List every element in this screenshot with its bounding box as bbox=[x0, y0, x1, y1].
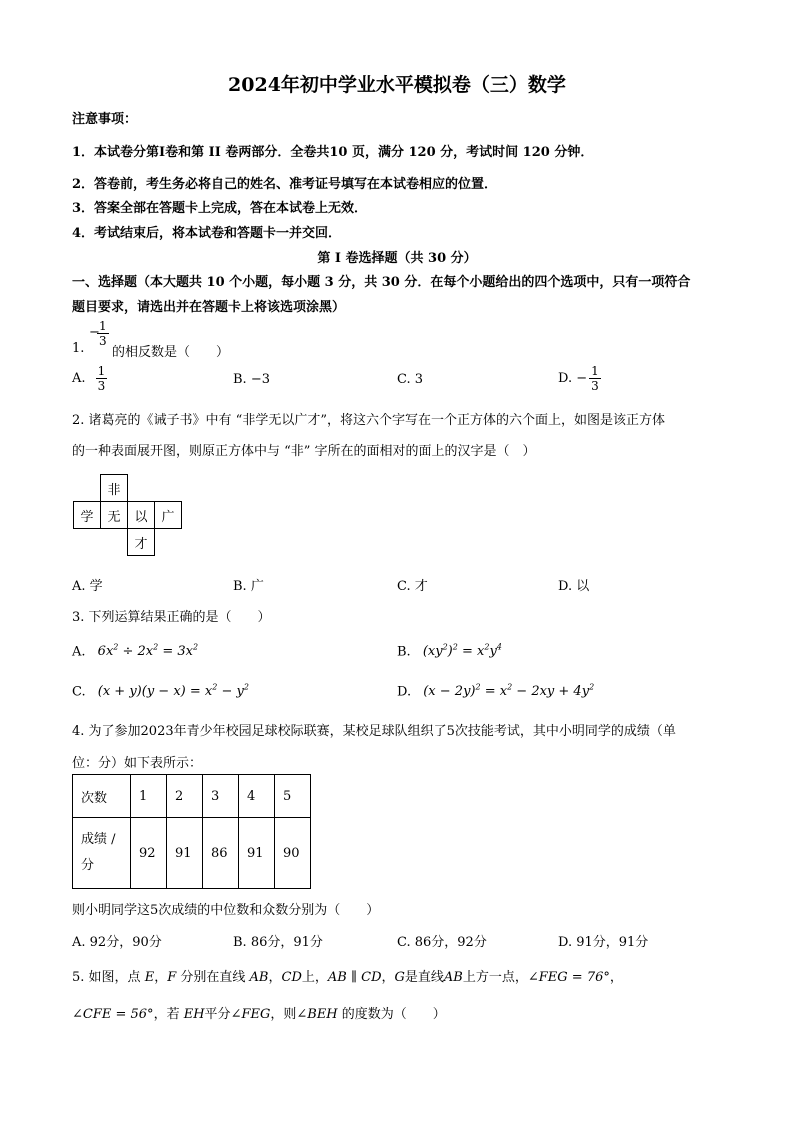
section-title: 第 I 卷选择题（共 30 分） bbox=[317, 251, 477, 266]
scores-table-cell: 92 bbox=[131, 818, 167, 889]
net-cell-top: 非 bbox=[101, 475, 128, 502]
net-cell-3: 以 bbox=[128, 502, 155, 529]
scores-table-head: 3 bbox=[203, 775, 239, 818]
q4-option-b: B. 86分，91分 bbox=[233, 935, 323, 950]
q2-option-a: A. 学 bbox=[72, 579, 103, 594]
q1-number: 1. bbox=[72, 341, 85, 356]
page-title: 2024年初中学业水平模拟卷（三）数学 bbox=[228, 74, 566, 96]
q3-option-b: B. $(xy^2)^2 = x^2y^4$ bbox=[397, 643, 502, 660]
q2-option-d: D. 以 bbox=[558, 579, 590, 594]
q2-option-b: B. 广 bbox=[233, 579, 264, 594]
q2-line-1: 2. 诸葛亮的《诫子书》中有 “非学无以广才”，将这六个字写在一个正方体的六个面上，如图是该正方体 bbox=[72, 413, 665, 428]
scores-table-cell: 90 bbox=[275, 818, 311, 889]
net-cell-4: 广 bbox=[155, 502, 182, 529]
q3-option-b-formula: $(xy^2)^2 = x^2y^4$ bbox=[422, 643, 502, 660]
q2-line-2: 的一种表面展开图，则原正方体中与 “非” 字所在的面相对的面上的汉字是（ ） bbox=[72, 444, 536, 459]
notice-item-3: 3．答案全部在答题卡上完成，答在本试卷上无效． bbox=[72, 201, 368, 216]
net-cell-1: 学 bbox=[74, 502, 101, 529]
q4-line-2: 位：分）如下表所示： bbox=[72, 756, 203, 771]
scores-table-head: 4 bbox=[239, 775, 275, 818]
q5-line-1: 5. 如图，点 E，F 分别在直线 AB，CD上，AB ∥ CD，G是直线AB上方一点，∠FEG = 76°， bbox=[72, 970, 623, 985]
q4-option-a: A. 92分，90分 bbox=[72, 935, 162, 950]
scores-table-head: 2 bbox=[167, 775, 203, 818]
q1-fraction: $\frac{1}{3}$ bbox=[99, 319, 107, 348]
cube-net bbox=[73, 474, 182, 556]
notice-item-4: 4．考试结束后，将本试卷和答题卡一并交回． bbox=[72, 226, 342, 241]
notice-item-1: 1．本试卷分第Ⅰ卷和第 II 卷两部分．全卷共10 页，满分 120 分，考试时间 120 分钟． bbox=[72, 145, 594, 160]
section-instruction-1: 一、选择题（本大题共 10 个小题，每小题 3 分，共 30 分．在每个小题给出的四个选项中，只有一项符合 bbox=[72, 275, 691, 290]
scores-table-row-label: 成绩 / 分 bbox=[73, 818, 131, 889]
q3-option-a-formula: $6x^2 \div 2x^2 = 3x^2$ bbox=[97, 643, 199, 660]
q3-option-a: A. $6x^2 \div 2x^2 = 3x^2$ bbox=[72, 643, 199, 660]
net-cell-bottom: 才 bbox=[128, 529, 155, 556]
q1-option-c: C. 3 bbox=[397, 372, 424, 387]
q4-option-c: C. 86分，92分 bbox=[397, 935, 487, 950]
net-cell-2: 无 bbox=[101, 502, 128, 529]
scores-table bbox=[72, 774, 311, 889]
scores-table-head: 5 bbox=[275, 775, 311, 818]
section-instruction-2: 题目要求，请选出并在答题卡上将该选项涂黑） bbox=[72, 300, 346, 315]
q3-stem: 3. 下列运算结果正确的是（ ） bbox=[72, 610, 271, 625]
q3-option-c: C. $(x + y)(y - x) = x^2 - y^2$ bbox=[72, 683, 249, 700]
q3-option-d: D. $(x - 2y)^2 = x^2 - 2xy + 4y^2$ bbox=[397, 683, 595, 700]
q1-option-a: A. $\frac{1}{3}$ bbox=[72, 364, 106, 393]
notice-heading: 注意事项： bbox=[72, 112, 138, 127]
q4-option-d: D. 91分，91分 bbox=[558, 935, 649, 950]
q1-text: 的相反数是（ ） bbox=[112, 345, 230, 360]
scores-table-head-label: 次数 bbox=[73, 775, 131, 818]
q1-option-b: B. −3 bbox=[233, 372, 270, 387]
q3-option-c-formula: $(x + y)(y - x) = x^2 - y^2$ bbox=[97, 683, 249, 700]
notice-item-2: 2．答卷前，考生务必将自己的姓名、准考证号填写在本试卷相应的位置． bbox=[72, 177, 498, 192]
scores-table-head: 1 bbox=[131, 775, 167, 818]
q5-line-2: ∠CFE = 56°，若 EH平分∠FEG，则∠BEH 的度数为（ ） bbox=[72, 1007, 446, 1022]
q1-neg-sign: − bbox=[89, 325, 100, 340]
q1-option-d: D. − $\frac{1}{3}$ bbox=[558, 364, 599, 393]
q3-option-d-formula: $(x - 2y)^2 = x^2 - 2xy + 4y^2$ bbox=[423, 683, 595, 700]
scores-table-cell: 86 bbox=[203, 818, 239, 889]
scores-table-cell: 91 bbox=[239, 818, 275, 889]
q4-after-text: 则小明同学这5次成绩的中位数和众数分别为（ ） bbox=[72, 903, 380, 918]
q4-line-1: 4. 为了参加2023年青少年校园足球校际联赛，某校足球队组织了5次技能考试，其中小明同学的成绩（单 bbox=[72, 724, 676, 739]
scores-table-cell: 91 bbox=[167, 818, 203, 889]
q2-option-c: C. 才 bbox=[397, 579, 428, 594]
